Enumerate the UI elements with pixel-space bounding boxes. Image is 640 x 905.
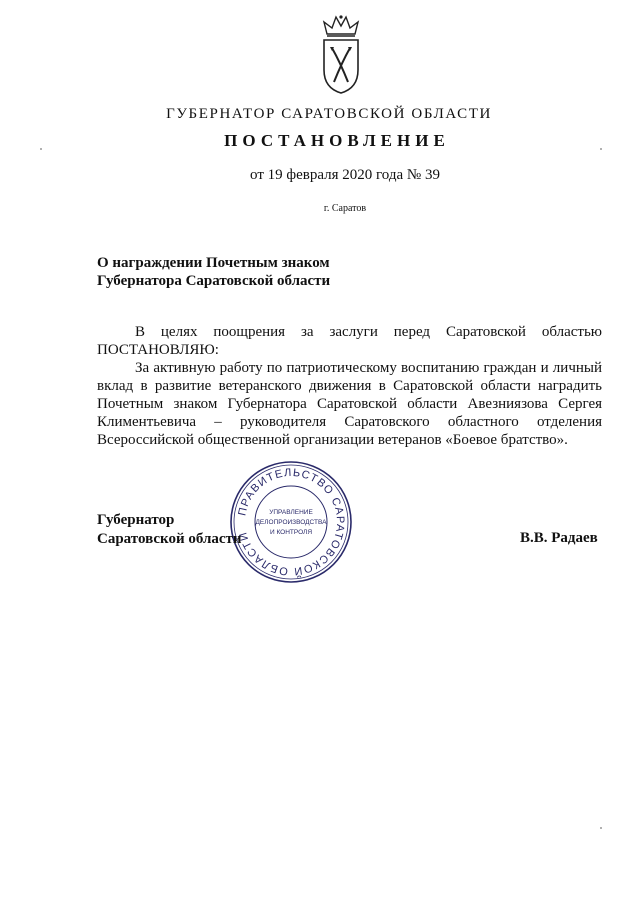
document-city: г. Саратов: [323, 203, 367, 214]
signatory-title-line-2: Саратовской области: [97, 531, 242, 547]
signatory-name: В.В. Радаев: [520, 530, 598, 546]
body-paragraph-1: В целях поощрения за заслуги перед Саратовской областью: [135, 324, 602, 340]
signatory-title: [97, 511, 242, 549]
scan-artifact: [600, 148, 602, 150]
document-type-title: ПОСТАНОВЛЕНИЕ: [224, 131, 450, 150]
saratov-oblast-coat-of-arms-icon: [318, 14, 364, 96]
body-paragraph-2: За активную работу по патриотическому воспитанию граждан и личный вклад в развитие ветеранского движения в Саратовской области наградить Почетным знаком Губернатора Саратовской области Авезниязова Сергея Климентьевича – руководителя Саратовского областного отделения Всероссийской общественной организации ветеранов «Боевое братство».: [97, 360, 602, 448]
document-subject: [97, 254, 417, 290]
seal-center-line-3: И КОНТРОЛЯ: [269, 529, 313, 536]
seal-ring-text: ПРАВИТЕЛЬСТВО САРАТОВСКОЙ ОБЛАСТИ: [236, 466, 347, 578]
issuing-authority: ГУБЕРНАТОР САРАТОВСКОЙ ОБЛАСТИ: [166, 106, 492, 122]
subject-line-1: О награждении Почетным знаком: [97, 255, 330, 271]
body-resolve-word: ПОСТАНОВЛЯЮ:: [97, 342, 219, 358]
seal-center-line-2: ДЕЛОПРОИЗВОДСТВА: [255, 519, 327, 526]
scan-artifact: [40, 148, 42, 150]
official-round-seal-icon: [228, 459, 354, 585]
scan-artifact: [600, 827, 602, 829]
subject-line-2: Губернатора Саратовской области: [97, 273, 331, 289]
seal-center-line-1: УПРАВЛЕНИЕ: [269, 509, 313, 516]
document-body: [97, 323, 602, 449]
document-date-number: от 19 февраля 2020 года № 39: [250, 167, 440, 183]
signatory-title-line-1: Губернатор: [97, 512, 175, 528]
